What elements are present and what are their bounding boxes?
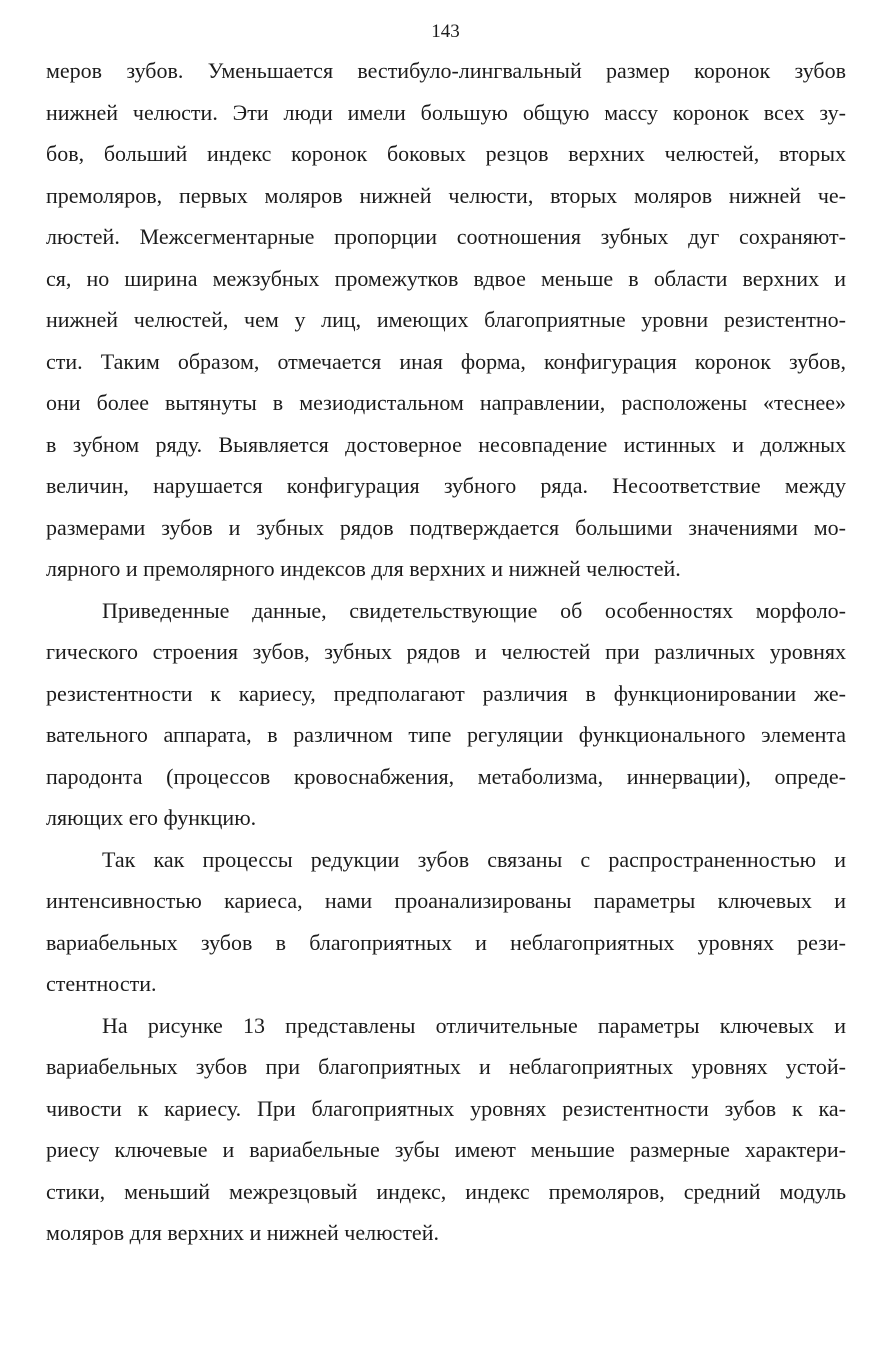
text-line: ся, но ширина межзубных промежутков вдвое меньше в области верхних и <box>46 265 846 291</box>
text-line: чивости к кариесу. При благоприятных уровнях резистентности зубов к ка- <box>46 1095 846 1121</box>
text-line: На рисунке 13 представлены отличительные параметры ключевых и <box>102 1012 846 1038</box>
paragraph-4 <box>46 1005 846 1254</box>
text-line: вариабельных зубов при благоприятных и неблагоприятных уровнях устой- <box>46 1054 846 1079</box>
text-line: лярного и премолярного индексов для верхних и нижней челюстей. <box>46 556 681 581</box>
text-line: ляющих его функцию. <box>46 805 257 830</box>
paragraph-2 <box>46 590 846 839</box>
text-line: бов, больший индекс коронок боковых резцов верхних челюстей, вторых <box>46 141 846 166</box>
text-line: сти. Таким образом, отмечается иная форма, конфигурация коронок зубов, <box>46 348 846 374</box>
text-line: моляров для верхних и нижней челюстей. <box>46 1220 439 1245</box>
text-line: премоляров, первых моляров нижней челюсти, вторых моляров нижней че- <box>46 182 846 208</box>
text-line: риесу ключевые и вариабельные зубы имеют меньшие размерные характери- <box>46 1137 846 1162</box>
text-line: размерами зубов и зубных рядов подтверждается большими значениями мо- <box>46 514 846 540</box>
text-line: меров зубов. Уменьшается вестибуло-лингвальный размер коронок зубов <box>46 58 846 83</box>
text-line: люстей. Межсегментарные пропорции соотношения зубных дуг сохраняют- <box>46 224 846 249</box>
text-line: стики, меньший межрезцовый индекс, индекс премоляров, средний модуль <box>46 1178 846 1204</box>
body-text <box>46 50 846 1254</box>
text-line: гического строения зубов, зубных рядов и челюстей при различных уровнях <box>46 639 846 664</box>
text-line: вариабельных зубов в благоприятных и неблагоприятных уровнях рези- <box>46 929 846 955</box>
text-line: в зубном ряду. Выявляется достоверное несовпадение истинных и должных <box>46 431 846 457</box>
paragraph-1 <box>46 50 846 590</box>
text-line: нижней челюсти. Эти люди имели большую общую массу коронок всех зу- <box>46 99 846 125</box>
text-line: они более вытянуты в мезиодистальном направлении, расположены «теснее» <box>46 390 846 415</box>
paragraph-3 <box>46 839 846 1005</box>
text-line: стентности. <box>46 971 157 996</box>
text-line: пародонта (процессов кровоснабжения, метаболизма, иннервации), опреде- <box>46 763 846 789</box>
text-line: величин, нарушается конфигурация зубного ряда. Несоответствие между <box>46 473 846 498</box>
text-line: Приведенные данные, свидетельствующие об особенностях морфоло- <box>102 597 846 623</box>
text-line: нижней челюстей, чем у лиц, имеющих благоприятные уровни резистентно- <box>46 307 846 332</box>
text-line: Так как процессы редукции зубов связаны с распространенностью и <box>102 846 846 872</box>
page-number: 143 <box>431 21 460 42</box>
text-line: резистентности к кариесу, предполагают различия в функционировании же- <box>46 680 846 706</box>
text-line: интенсивностью кариеса, нами проанализированы параметры ключевых и <box>46 888 846 913</box>
text-line: вательного аппарата, в различном типе регуляции функционального элемента <box>46 722 846 747</box>
